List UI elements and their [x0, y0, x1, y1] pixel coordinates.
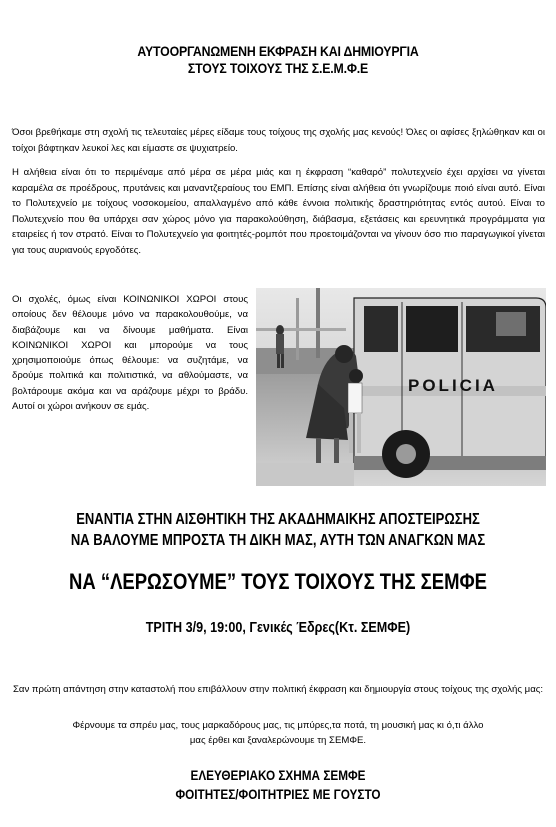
signature-line1: ΕΛΕΥΘΕΡΙΑΚΟ ΣΧΗΜΑ ΣΕΜΦΕ: [190, 767, 366, 783]
policia-text: POLICIA: [408, 376, 498, 395]
slogan-line2: ΝΑ ΒΑΛΟΥΜΕ ΜΠΡΟΣΤΑ ΤΗ ΔΙΚΗ ΜΑΣ, ΑΥΤΗ ΤΩΝ ΑΝΑΓΚΩΝ ΜΑΣ: [70, 532, 486, 549]
event-details: ΤΡΙΤΗ 3/9, 19:00, Γενικές Έδρες(Κτ. ΣΕΜΦΕ): [145, 619, 411, 636]
response-line-a: Φέρνουμε τα σπρέυ μας, τους μαρκαδόρους μας, τις μπύρες,τα ποτά, τη μουσική μας κι ό,τι άλλο: [72, 720, 484, 731]
intro-paragraph: Όσοι βρεθήκαμε στη σχολή τις τελευταίες μέρες είδαμε τους τοίχους της σχολής μας κενούς! Όλες οι αφίσες ξηλώθηκαν και οι τοίχοι βάφτηκαν λευκοί λες και είμαστε σε ψυχιατρείο.: [12, 127, 545, 154]
poster-title-line1: ΑΥΤΟΟΡΓΑΝΩΜΕΝΗ ΕΚΦΡΑΣΗ ΚΑΙ ΔΗΜΙΟΥΡΓΙΑ: [137, 43, 419, 59]
response-line-b: μας έρθει και ξαναλερώνουμε τη ΣΕΜΦΕ.: [189, 735, 367, 746]
police-van-photo: [256, 288, 546, 486]
critique-paragraph: Η αλήθεια είναι ότι το περιμέναμε από μέρα σε μέρα μιάς και η έκφραση “καθαρό” πολυτεχνείο έχει αρχίσει να γίνεται καραμέλα σε προέδρους, πρυτάνεις και μαναντζεραίους του ΕΜΠ. Επίσης είναι αλήθεια ότι γνωρίζουμε ποιό είναι αυτό. Είναι το Πολυτεχνείο με τοίχους νοσοκομείου, απαλλαγμένο από κάθε έννοια πολιτικής δραστηριότητας εντός αυτού. Είναι το Πολυτεχνείο που θα υπάρχει σαν χώρος μόνο για παρακολούθηση, διάβασμα, εξετάσεις και ερευνητικά προγράμματα για εταιρείες ή τον στρατό. Είναι το Πολυτεχνείο για φοιτητές-ρομπότ που προετοιμάζονται να γίνουν όσο πιο παραγωγικοί γίνεται για τους αυριανούς εργοδότες.: [12, 167, 545, 256]
social-spaces-paragraph: Οι σχολές, όμως είναι ΚΟΙΝΩΝΙΚΟΙ ΧΩΡΟΙ στους οποίους δεν θέλουμε μόνο να παρακολουθούμε, να διαβάζουμε και να δίνουμε μαθήματα. Είναι ΚΟΙΝΩΝΙΚΟΙ ΧΩΡΟΙ και μπορούμε να τους χρησιμοποιούμε όπως θέλουμε: να συζητάμε, να δρούμε πολιτικά και πολιτιστικά, να αθλούμαστε, να βολτάρουμε ακόμα και να αράζουμε μέχρι το βράδυ. Αυτοί οι χώροι ανήκουν σε εμάς.: [12, 294, 248, 413]
signature-line2: ΦΟΙΤΗΤΕΣ/ΦΟΙΤΗΤΡΙΕΣ ΜΕ ΓΟΥΣΤΟ: [175, 786, 381, 802]
headline: ΝΑ “ΛΕΡΩΣΟΥΜΕ” ΤΟΥΣ ΤΟΙΧΟΥΣ ΤΗΣ ΣΕΜΦΕ: [69, 569, 487, 594]
response-intro: Σαν πρώτη απάντηση στην καταστολή που επιβάλλουν στην πολιτική έκφραση και δημιουργία στους τοίχους της σχολής μας:: [12, 684, 544, 695]
poster-title-line2: ΣΤΟΥΣ ΤΟΙΧΟΥΣ ΤΗΣ Σ.Ε.Μ.Φ.Ε: [187, 60, 369, 76]
slogan-line1: ΕΝΑΝΤΙΑ ΣΤΗΝ ΑΙΣΘΗΤΙΚΗ ΤΗΣ ΑΚΑΔΗΜΑΙΚΗΣ ΑΠΟΣΤΕΙΡΩΣΗΣ: [76, 511, 480, 528]
